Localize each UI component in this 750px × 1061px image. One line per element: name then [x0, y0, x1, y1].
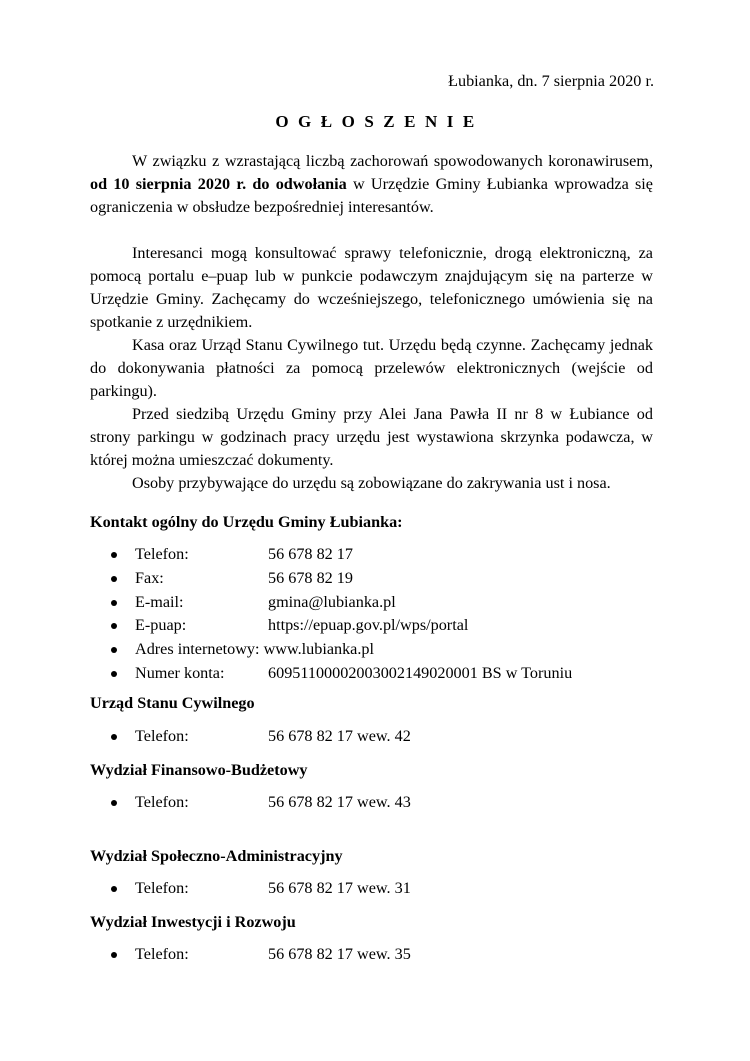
paragraph-3: Kasa oraz Urząd Stanu Cywilnego tut. Urzędu będą czynne. Zachęcamy jednak do dokonywania płatności za pomocą przelewów elektronicznych (wejście od parkingu).	[90, 336, 653, 400]
paragraph-2: Interesanci mogą konsultować sprawy telefonicznie, drogą elektroniczną, za pomocą portalu e–puap lub w punkcie podawczym znajdującym się na parterze w Urzędzie Gminy. Zachęcamy do wcześniejszego, telefonicznego umówienia się na spotkanie z urzędnikiem.	[90, 244, 653, 331]
email-label: E-mail:	[135, 592, 184, 611]
finance-phone-value: 56 678 82 17 wew. 43	[268, 793, 411, 811]
investment-phone-value: 56 678 82 17 wew. 35	[268, 945, 411, 963]
announcement-title: OGŁOSZENIE	[275, 112, 484, 131]
account-value: 60951100002003002149020001 BS w Toruniu	[268, 663, 573, 682]
social-phone-label: Telefon:	[135, 879, 189, 897]
date-line: Łubianka, dn. 7 sierpnia 2020 r.	[448, 72, 654, 90]
epuap-label: E-puap:	[135, 616, 187, 635]
announcement-body	[90, 150, 653, 495]
contact-general-title: Kontakt ogólny do Urzędu Gminy Łubianka:	[90, 513, 403, 531]
paragraph-1-start: W związku z wzrastającą liczbą zachorowań spowodowanych koronawirusem,	[132, 152, 653, 170]
paragraph-1	[90, 150, 653, 219]
paragraph-5: Osoby przybywające do urzędu są zobowiązane do zakrywania ust i nosa.	[132, 474, 611, 492]
account-label: Numer konta:	[135, 663, 225, 682]
paragraph-1-end: w Urzędzie Gminy Łubianka wprowadza się ograniczenia w obsłudze bezpośredniej interesantów.	[90, 175, 653, 216]
epuap-value: https://epuap.gov.pl/wps/portal	[268, 616, 469, 635]
usc-phone-value: 56 678 82 17 wew. 42	[268, 727, 411, 745]
finance-title: Wydział Finansowo-Budżetowy	[90, 761, 308, 779]
fax-value: 56 678 82 19	[268, 568, 353, 587]
finance-phone-label: Telefon:	[135, 793, 189, 811]
investment-title: Wydział Inwestycji i Rozwoju	[90, 913, 296, 931]
social-phone-value: 56 678 82 17 wew. 31	[268, 879, 411, 897]
paragraph-1-bold-date: od 10 sierpnia 2020 r. do odwołania	[90, 175, 347, 193]
social-title: Wydział Społeczno-Administracyjny	[90, 847, 343, 865]
website-line: Adres internetowy: www.lubianka.pl	[135, 640, 375, 659]
email-value: gmina@lubianka.pl	[268, 592, 396, 611]
phone-label: Telefon:	[135, 545, 189, 563]
phone-value: 56 678 82 17	[268, 545, 353, 563]
usc-phone-label: Telefon:	[135, 727, 189, 745]
paragraph-4: Przed siedzibą Urzędu Gminy przy Alei Jana Pawła II nr 8 w Łubiance od strony parkingu w godzinach pracy urzędu jest wystawiona skrzynka podawcza, w której można umieszczać dokumenty.	[90, 405, 653, 469]
fax-label: Fax:	[135, 568, 164, 587]
usc-title: Urząd Stanu Cywilnego	[90, 694, 255, 712]
investment-phone-label: Telefon:	[135, 945, 189, 963]
